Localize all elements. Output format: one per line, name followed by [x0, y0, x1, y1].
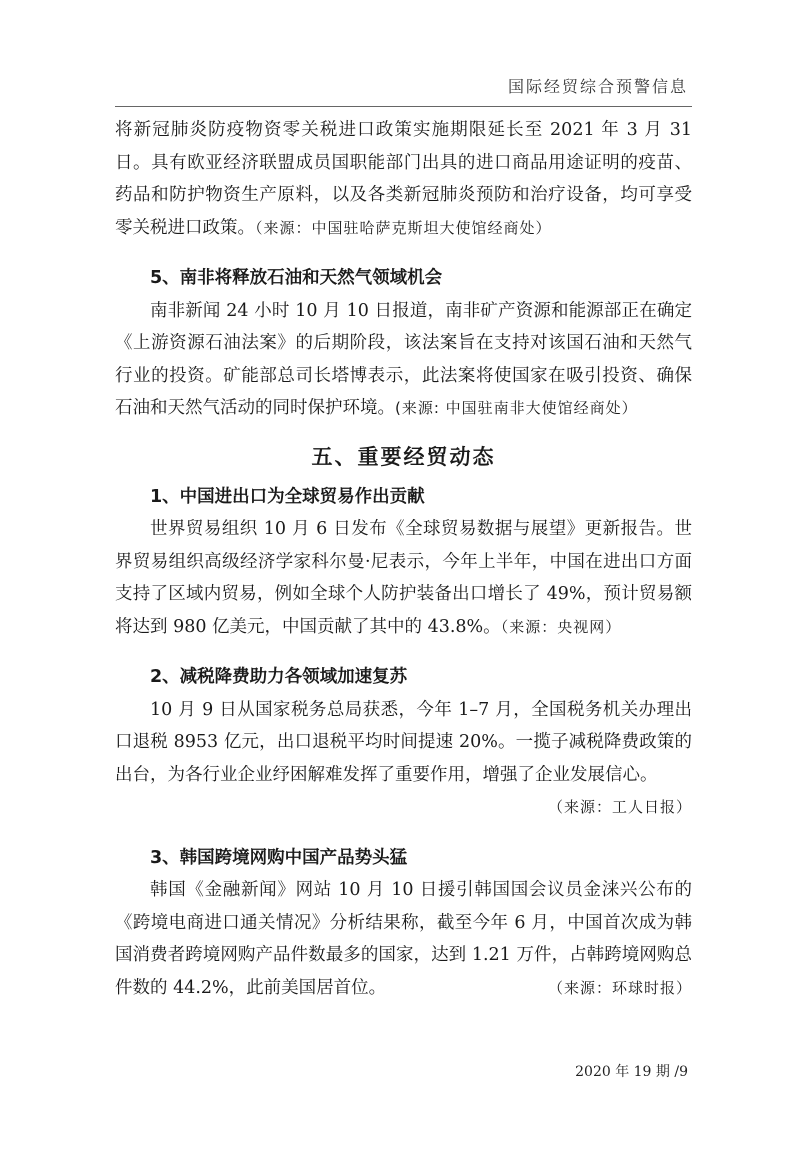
- section-title: 五、重要经贸动态: [311, 444, 496, 469]
- news3-text: 韩国《金融新闻》网站 10 月 10 日援引韩国国会议员金涞兴公布的《跨境电商进口通关情况》分析结果称，截至今年 6 月，中国首次成为韩国消费者跨境网购产品件数最多的国家，达到 1.21 万件，占韩跨境网购总件数的 44.2%，此前美国居首位。: [115, 880, 692, 998]
- item5-heading: 5、南非将释放石油和天然气领域机会: [150, 268, 443, 288]
- news2-source: （来源：工人日报）: [547, 798, 692, 816]
- item5-paragraph: [115, 295, 692, 425]
- header-rule: [115, 106, 692, 107]
- page-content: [115, 114, 692, 1004]
- news1-paragraph: [115, 513, 692, 643]
- intro-source: （来源：中国驻哈萨克斯坦大使馆经商处）: [255, 218, 552, 237]
- news3-paragraph: [115, 874, 692, 1004]
- news1-text: 世界贸易组织 10 月 6 日发布《全球贸易数据与展望》更新报告。世界贸易组织高级经济学家科尔曼·尼表示，今年上半年，中国在进出口方面支持了区域内贸易，例如全球个人防护装备出口增长了 49%，预计贸易额将达到 980 亿美元，中国贡献了其中的 43.8%。: [115, 519, 692, 637]
- intro-paragraph: [115, 114, 692, 244]
- news1-source: （来源：央视网）: [500, 617, 622, 636]
- item5-source: (来源: 中国驻南非大使馆经商处）: [395, 399, 638, 417]
- news1-heading: 1、中国进出口为全球贸易作出贡献: [150, 486, 425, 507]
- news2-heading: 2、减税降费助力各领域加速复苏: [150, 667, 408, 687]
- page-number: 2020 年 19 期 /9: [575, 1064, 688, 1080]
- news2-text: 10 月 9 日从国家税务总局获悉，今年 1–7 月，全国税务机关办理出口退税 8953 亿元，出口退税平均时间提速 20%。一揽子减税降费政策的出台，为各行业企业纾困解难发挥了重要作用，增强了企业发展信心。: [115, 699, 692, 785]
- intro-text: 将新冠肺炎防疫物资零关税进口政策实施期限延长至 2021 年 3 月 31 日。具有欧亚经济联盟成员国职能部门出具的进口商品用途证明的疫苗、药品和防护物资生产原料，以及各类新冠肺炎预防和治疗设备，均可享受零关税进口政策。: [115, 120, 692, 238]
- news2-paragraph: [115, 694, 692, 816]
- news3-heading: 3、韩国跨境网购中国产品势头猛: [150, 847, 408, 868]
- item5-text: 南非新闻 24 小时 10 月 10 日报道，南非矿产资源和能源部正在确定《上游资源石油法案》的后期阶段，该法案旨在支持对该国石油和天然气行业的投资。矿能部总司长塔博表示，此法案将使国家在吸引投资、确保石油和天然气活动的同时保护环境。: [115, 300, 692, 418]
- page-header-title: 国际经贸综合预警信息: [507, 77, 688, 96]
- news3-source: （来源：环球时报）: [547, 978, 692, 997]
